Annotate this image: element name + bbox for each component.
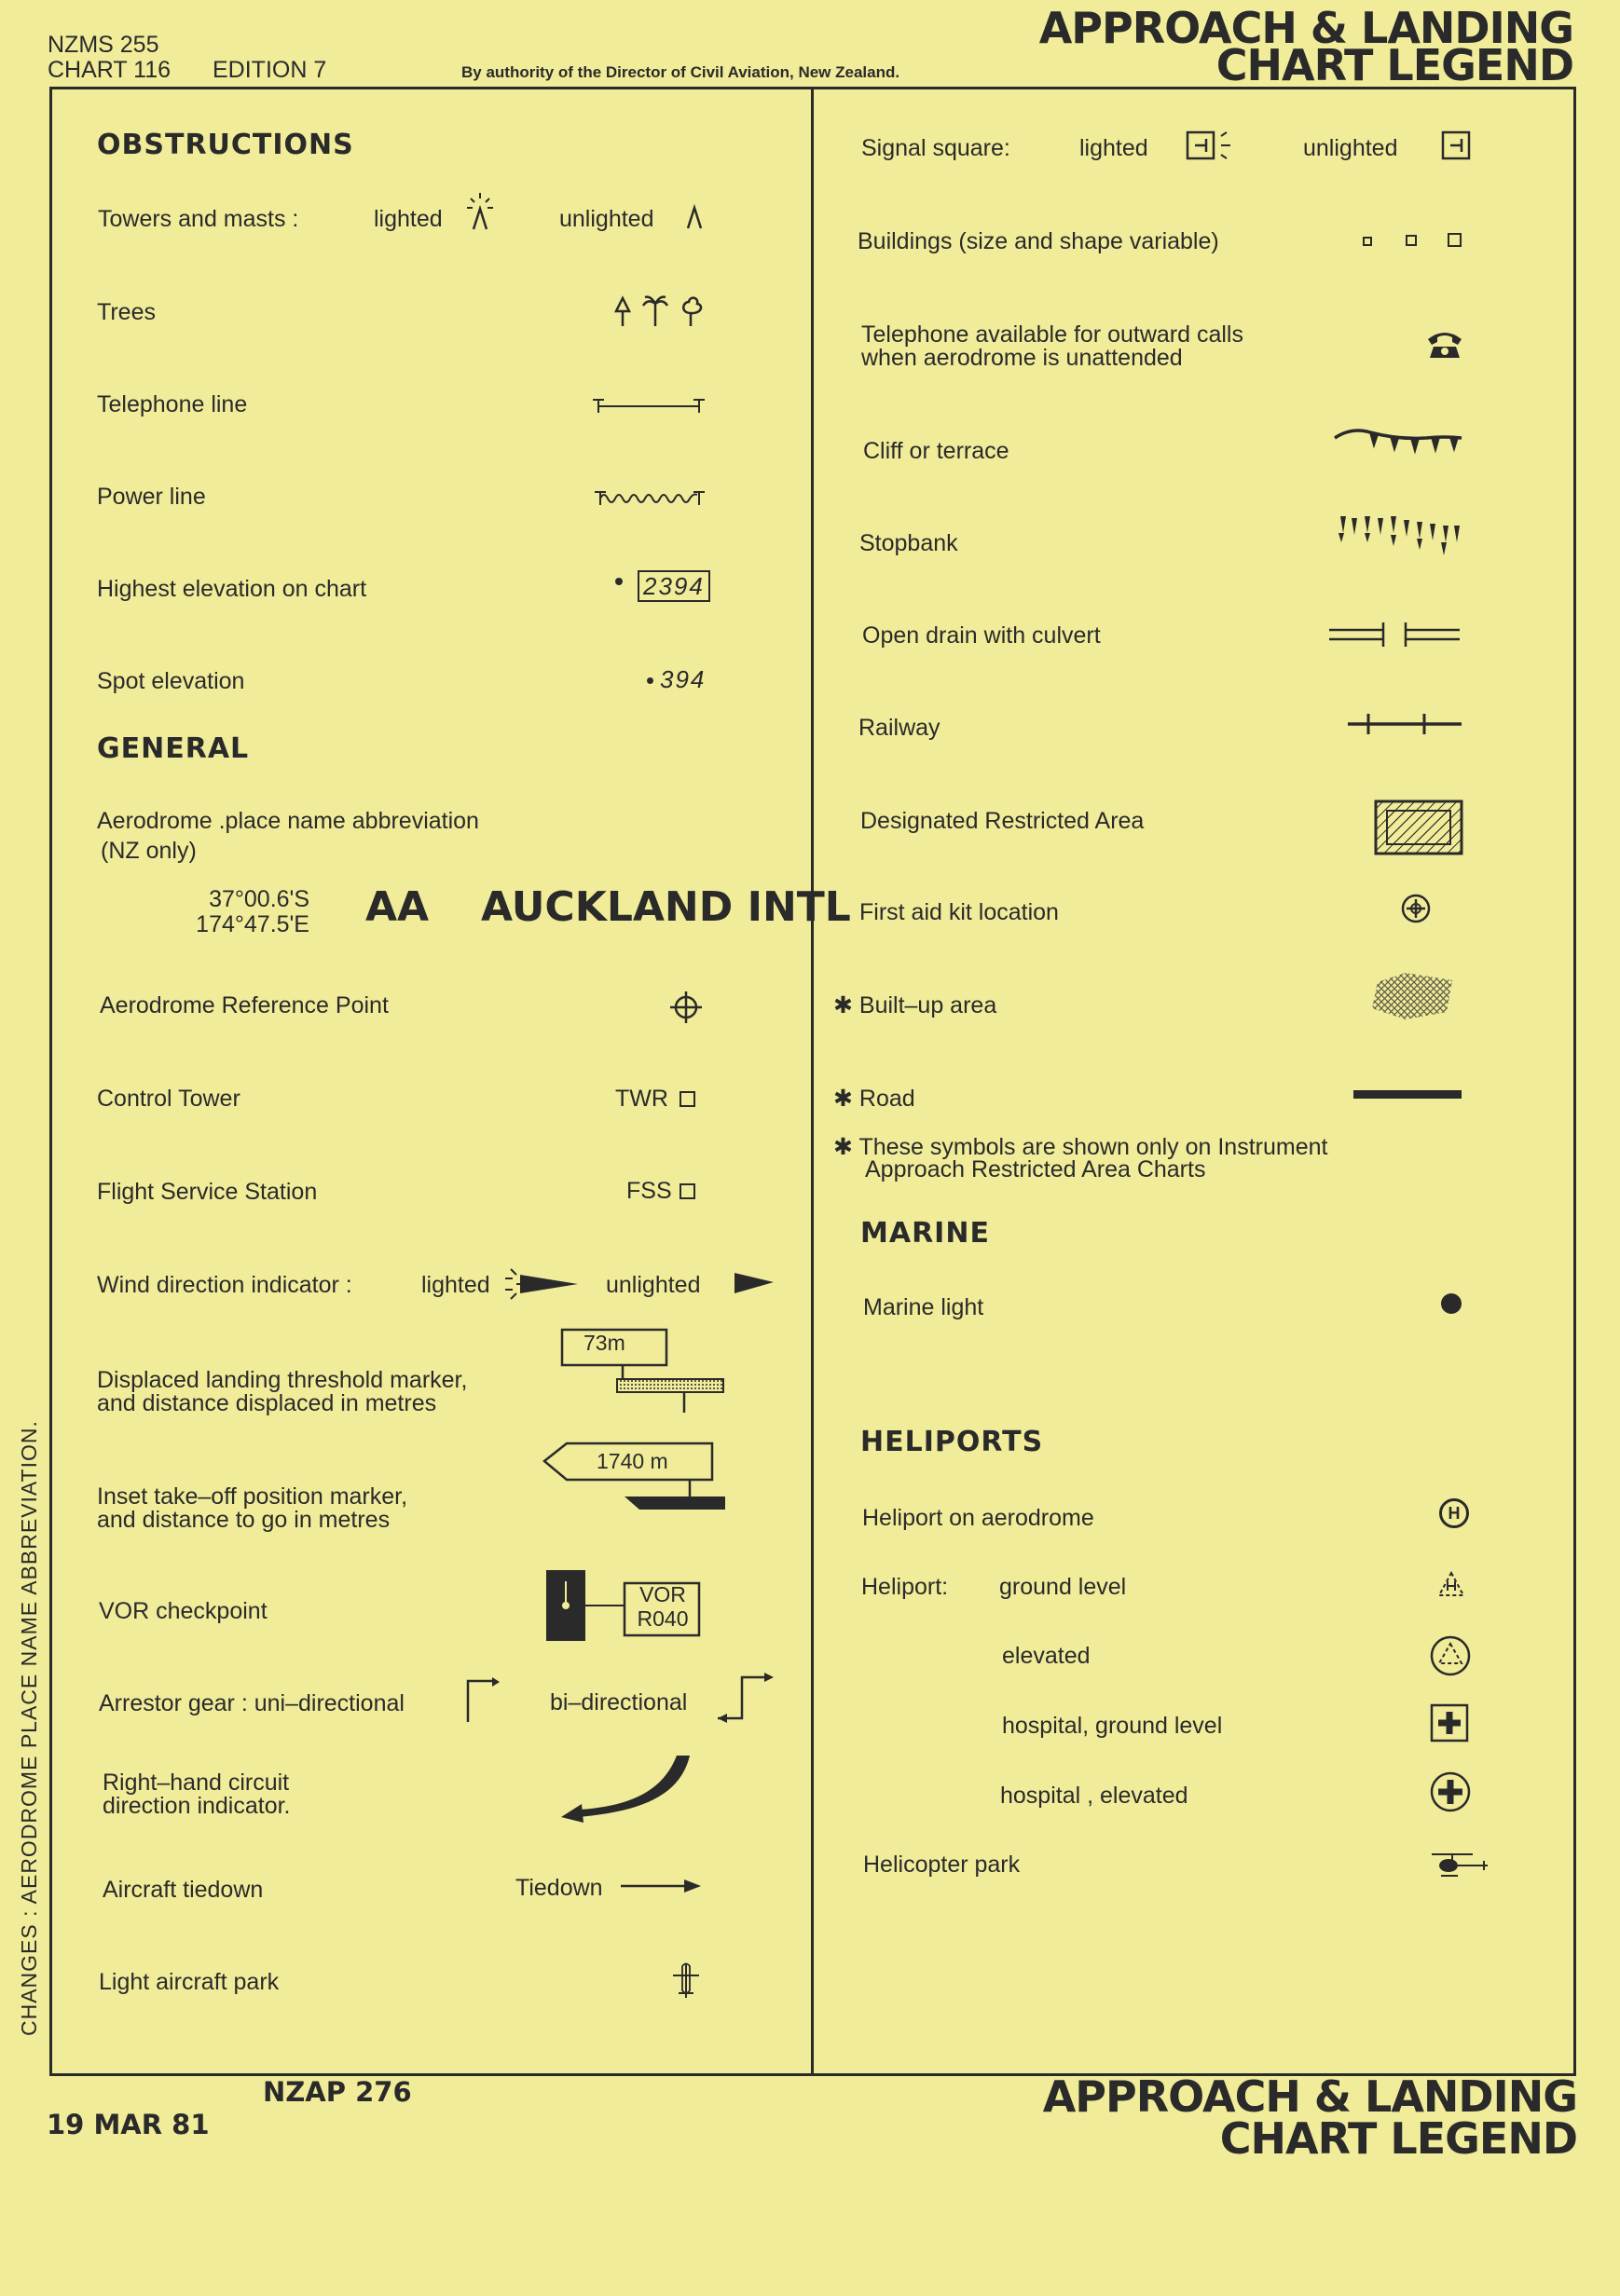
spot-dot-icon	[647, 677, 653, 684]
inset-takeoff-label: Inset take–off position marker,	[97, 1483, 408, 1510]
wind-indicator-label: Wind direction indicator :	[97, 1272, 352, 1298]
fss-label: Flight Service Station	[97, 1179, 318, 1205]
column-divider	[811, 87, 814, 2076]
header-chart-number: CHART 116	[48, 57, 172, 83]
footer-title	[1042, 2071, 1577, 2164]
heliport-aerodrome-label: Heliport on aerodrome	[862, 1505, 1094, 1531]
aerodrome-name-sample: AUCKLAND INTL	[481, 883, 851, 931]
stopbank-label: Stopbank	[859, 530, 958, 556]
towers-label: Towers and masts :	[98, 206, 299, 232]
railway-label: Railway	[858, 715, 940, 741]
hospital-elevated-label: hospital , elevated	[1000, 1783, 1188, 1809]
highest-elevation-label: Highest elevation on chart	[97, 576, 367, 602]
coord-lat: 37°00.6'S	[209, 886, 309, 912]
hospital-ground-label: hospital, ground level	[1002, 1713, 1223, 1739]
marine-light-icon	[1441, 1293, 1462, 1314]
signal-square-lighted-icon	[1186, 130, 1240, 162]
control-tower-label: Control Tower	[97, 1086, 240, 1112]
restricted-area-icon	[1374, 800, 1465, 857]
obstructions-heading: OBSTRUCTIONS	[97, 129, 354, 161]
highest-elevation-value: 2394	[638, 570, 710, 602]
arrestor-uni-icon	[464, 1677, 501, 1724]
telephone-available-note: when aerodrome is unattended	[861, 345, 1183, 371]
building-large-icon	[1448, 233, 1462, 247]
marine-light-label: Marine light	[863, 1294, 984, 1320]
aircraft-tiedown-label: Aircraft tiedown	[103, 1877, 264, 1903]
header-edition: EDITION 7	[213, 57, 327, 83]
hospital-elevated-icon	[1429, 1770, 1472, 1813]
vor-box-line1: VOR	[639, 1582, 686, 1606]
stopbank-icon	[1337, 512, 1467, 561]
telephone-line-label: Telephone line	[97, 391, 248, 417]
cliff-label: Cliff or terrace	[863, 438, 1009, 464]
marine-heading: MARINE	[860, 1217, 990, 1250]
drain-culvert-icon	[1327, 621, 1462, 650]
tiedown-arrow-icon	[619, 1877, 703, 1895]
signal-square-unlighted-icon	[1441, 130, 1473, 162]
wind-lighted-label: lighted	[421, 1272, 490, 1298]
header-nzms: NZMS 255	[48, 32, 159, 58]
signal-lighted-label: lighted	[1079, 135, 1148, 161]
telephone-line-icon	[591, 396, 707, 415]
twr-square-icon	[680, 1091, 695, 1107]
displaced-threshold-label: Displaced landing threshold marker,	[97, 1367, 468, 1393]
instrument-note: ✱ These symbols are shown only on Instrument	[833, 1134, 1328, 1160]
tiedown-sample: Tiedown	[515, 1875, 603, 1901]
aerodrome-abbrev-label: Aerodrome .place name abbreviation	[97, 808, 479, 834]
builtup-area-label: ✱ Built–up area	[833, 992, 997, 1018]
arrestor-bi-label: bi–directional	[550, 1689, 688, 1715]
displaced-distance-value: 73m	[583, 1331, 625, 1355]
inset-takeoff-note: and distance to go in metres	[97, 1507, 391, 1533]
fss-sample: FSS	[626, 1178, 672, 1204]
aerodrome-abbrev-note: (NZ only)	[101, 838, 197, 864]
footer-title-line2: CHART LEGEND	[1219, 2113, 1577, 2164]
arp-label: Aerodrome Reference Point	[100, 992, 389, 1018]
vor-box	[626, 1582, 699, 1631]
heliport-aerodrome-icon: H	[1439, 1498, 1469, 1528]
towers-unlighted-label: unlighted	[559, 206, 654, 232]
heliport-elevated-label: elevated	[1002, 1643, 1091, 1669]
drain-label: Open drain with culvert	[862, 622, 1101, 649]
buildings-label: Buildings (size and shape variable)	[858, 228, 1219, 254]
trees-label: Trees	[97, 299, 156, 325]
twr-sample: TWR	[615, 1086, 668, 1112]
light-aircraft-icon	[669, 1962, 703, 2000]
power-line-icon	[593, 488, 708, 507]
hospital-ground-icon	[1430, 1703, 1469, 1742]
signal-unlighted-label: unlighted	[1303, 135, 1398, 161]
header-title	[1038, 3, 1573, 90]
power-line-label: Power line	[97, 484, 206, 510]
footer-date: 19 MAR 81	[47, 2109, 210, 2140]
building-small-icon	[1363, 237, 1372, 246]
heliports-heading: HELIPORTS	[860, 1426, 1044, 1458]
instrument-note-2: Approach Restricted Area Charts	[865, 1156, 1206, 1182]
restricted-area-label: Designated Restricted Area	[860, 808, 1145, 834]
spot-elevation-value: 394	[660, 665, 707, 693]
wind-unlighted-icon	[733, 1271, 776, 1295]
building-medium-icon	[1406, 235, 1417, 246]
builtup-area-icon	[1368, 969, 1458, 1021]
heliport-elevated-icon	[1428, 1634, 1473, 1677]
tower-lighted-icon	[464, 190, 496, 231]
telephone-icon	[1426, 328, 1463, 360]
helicopter-park-label: Helicopter park	[863, 1852, 1021, 1878]
vor-checkpoint-label: VOR checkpoint	[99, 1598, 268, 1624]
telephone-available-label: Telephone available for outward calls	[861, 321, 1243, 348]
road-label: ✱ Road	[833, 1086, 915, 1112]
trees-icon	[615, 294, 705, 328]
changes-note: CHANGES : AERODROME PLACE NAME ABBREVIATION.	[17, 1420, 41, 2036]
heliport-ground-icon	[1437, 1571, 1465, 1597]
tower-unlighted-icon	[684, 205, 705, 229]
footer-title-line1: APPROACH & LANDING	[1042, 2071, 1577, 2122]
light-aircraft-park-label: Light aircraft park	[99, 1969, 280, 1995]
elevation-dot-icon	[615, 578, 623, 585]
footer-nzap: NZAP 276	[263, 2076, 412, 2108]
general-heading: GENERAL	[97, 732, 250, 765]
helicopter-park-icon	[1428, 1851, 1491, 1879]
heliport-ground-label: ground level	[999, 1574, 1127, 1600]
first-aid-label: First aid kit location	[859, 899, 1059, 925]
header-title-line1: APPROACH & LANDING	[1038, 3, 1573, 53]
header-title-line2: CHART LEGEND	[1215, 40, 1573, 90]
vor-box-line2: R040	[637, 1606, 689, 1631]
wind-unlighted-label: unlighted	[606, 1272, 701, 1298]
road-icon	[1353, 1090, 1462, 1099]
displaced-threshold-note: and distance displaced in metres	[97, 1390, 437, 1416]
coord-lon: 174°47.5'E	[196, 911, 309, 937]
railway-icon	[1346, 712, 1463, 736]
aerodrome-abbrev-sample: AA	[365, 883, 430, 931]
arp-icon	[670, 991, 702, 1023]
arrestor-bi-icon	[716, 1670, 776, 1722]
inset-distance-value: 1740 m	[597, 1449, 668, 1473]
cliff-icon	[1333, 425, 1463, 458]
signal-square-label: Signal square:	[861, 135, 1010, 161]
heliport-label: Heliport:	[861, 1574, 949, 1600]
first-aid-icon	[1400, 893, 1432, 924]
wind-lighted-icon	[503, 1265, 580, 1303]
towers-lighted-label: lighted	[374, 206, 443, 232]
header-authority: By authority of the Director of Civil Aviation, New Zealand.	[461, 63, 900, 81]
arrestor-gear-label: Arrestor gear : uni–directional	[99, 1690, 405, 1716]
spot-elevation-label: Spot elevation	[97, 668, 245, 694]
rh-circuit-icon	[559, 1752, 693, 1826]
rh-circuit-note: direction indicator.	[103, 1793, 291, 1819]
rh-circuit-label: Right–hand circuit	[103, 1770, 290, 1796]
fss-square-icon	[680, 1183, 695, 1199]
